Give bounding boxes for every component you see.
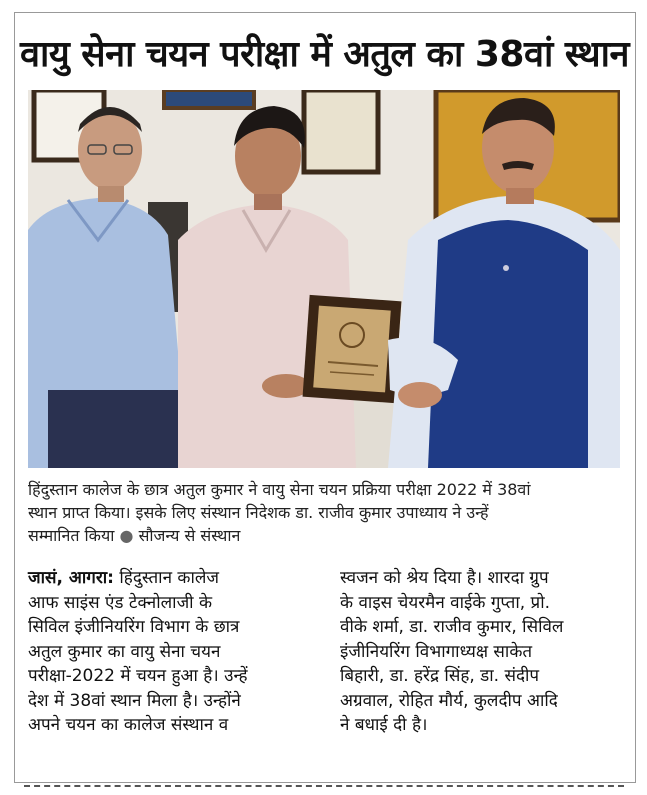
photo-caption	[28, 478, 626, 547]
article-column-left	[28, 566, 306, 738]
article-line: देश में 38वां स्थान मिला है। उन्होंने	[28, 690, 241, 711]
article-line: इंजीनियरिंग विभागाध्यक्ष साकेत	[340, 641, 533, 662]
photo-credit: सौजन्य से संस्थान	[138, 526, 241, 545]
dateline: जासं, आगरा:	[28, 568, 114, 588]
award-plaque	[303, 295, 402, 403]
caption-line: हिंदुस्तान कालेज के छात्र अतुल कुमार ने वायु सेना चयन प्रक्रिया परीक्षा 2022 में 38वां	[28, 480, 531, 499]
article-line: आफ साइंस एंड टेक्नोलाजी के	[28, 592, 213, 613]
article-line: बिहारी, डा. हरेंद्र सिंह, डा. संदीप	[340, 666, 540, 686]
bullet-dot-icon: ●	[119, 526, 134, 545]
article-line: वीके शर्मा, डा. राजीव कुमार, सिविल	[340, 617, 564, 637]
article-column-right	[340, 566, 628, 738]
article-line: स्वजन को श्रेय दिया है। शारदा ग्रुप	[340, 568, 549, 588]
wall-frame-2	[164, 90, 254, 108]
headline: वायु सेना चयन परीक्षा में अतुल का 38वां स्थान	[20, 34, 629, 75]
caption-text: सम्मानित किया	[28, 526, 115, 545]
article-line: अग्रवाल, रोहित मौर्य, कुलदीप आदि	[340, 690, 558, 711]
article-line: सिविल इंजीनियरिंग विभाग के छात्र	[28, 617, 240, 637]
article-line	[28, 566, 306, 591]
article-line: परीक्षा-2022 में चयन हुआ है। उन्हें	[28, 666, 248, 686]
article-line: अपने चयन का कालेज संस्थान व	[28, 715, 229, 735]
caption-line	[28, 524, 626, 547]
article-line: अतुल कुमार का वायु सेना चयन	[28, 641, 221, 662]
caption-line: स्थान प्राप्त किया। इसके लिए संस्थान निदेशक डा. राजीव कुमार उपाध्याय ने उन्हें	[28, 503, 489, 522]
news-photo	[28, 90, 620, 468]
article-line: ने बधाई दी है।	[340, 715, 428, 735]
wall-frame-3	[304, 90, 378, 172]
cut-line	[24, 785, 624, 787]
article-line: के वाइस चेयरमैन वाईके गुप्ता, प्रो.	[340, 592, 551, 613]
article-text: हिंदुस्तान कालेज	[119, 568, 220, 588]
